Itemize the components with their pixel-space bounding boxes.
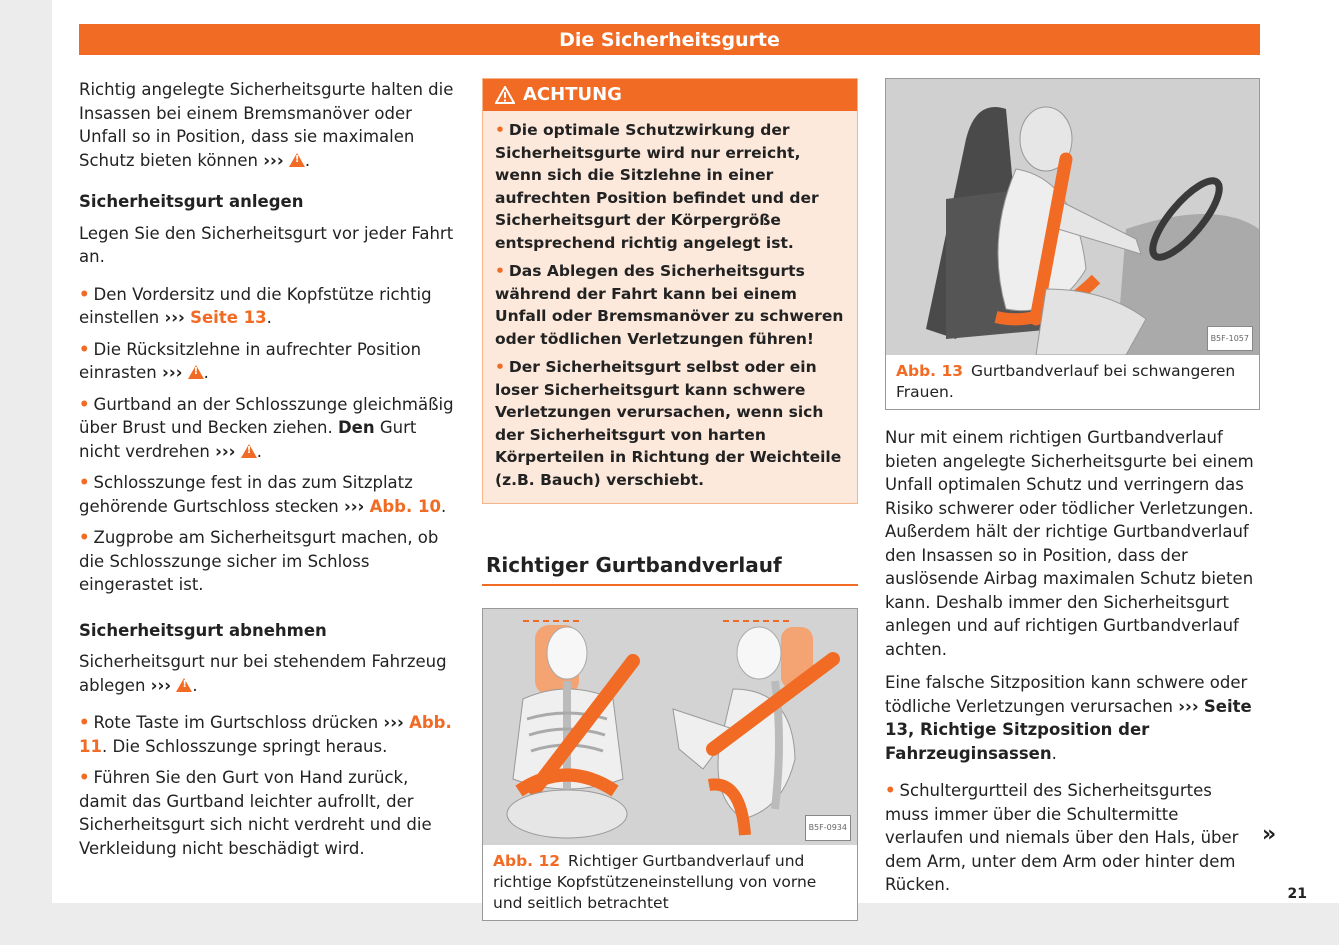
bullet-icon: • xyxy=(79,284,90,304)
warning-icon xyxy=(241,444,257,458)
gurtband-paragraph: Nur mit einem richtigen Gurtbandverlauf bieten angelegte Sicherheitsgurte bei einem Unfall optimalen Schutz und verringern das Risiko schwerer oder tödlicher Verletzungen. Außerdem hält der richtige Gurtbandverlauf den Insassen so in Position, dass der auslösende Airbag maximalen Schutz bieten kann. Deshalb immer den Sicherheitsgurt anlegen und auf richtigen Gurtbandverlauf achten. xyxy=(885,428,1254,659)
figure-12-caption: Abb. 12 Richtiger Gurtbandverlauf und richtige Kopfstützeneinstellung von vorne und seitlich betrachtet xyxy=(493,851,817,912)
warning-item: • Der Sicherheitsgurt selbst oder ein loser Sicherheitsgurt kann schwere Verletzungen verursachen, wenn sich der Sicherheitsgurt von harten Körperteilen in Richtung der Weichteile (z.B. Bauch) verschiebt. xyxy=(495,358,842,489)
warning-icon xyxy=(188,365,204,379)
figure-label: Abb. 12 xyxy=(493,851,561,870)
warning-title: ACHTUNG xyxy=(523,84,622,106)
heading-abnehmen: Sicherheitsgurt abnehmen xyxy=(79,620,327,640)
warning-header xyxy=(483,79,857,111)
pregnant-driver-illustration xyxy=(886,79,1259,355)
figure-12 xyxy=(482,608,858,921)
column-left xyxy=(79,78,454,868)
arrow-marker: ››› xyxy=(263,150,284,170)
warning-item: • Das Ablegen des Sicherheitsgurts während der Fahrt kann bei einem Unfall oder Bremsmanöver zu schweren oder tödlichen Verletzungen führen! xyxy=(495,262,844,348)
list-item: • Schultergurtteil des Sicherheitsgurtes muss immer über die Schultermitte verlaufen und niemals über den Hals, über dem Arm, unter dem Arm oder hinter dem Rücken. xyxy=(885,781,1239,894)
bullet-icon: • xyxy=(79,339,90,359)
bullet-icon: • xyxy=(79,528,90,547)
figure-link[interactable]: Abb. 11 xyxy=(79,713,452,756)
figure-label: Abb. 13 xyxy=(896,362,964,380)
continue-marker: » xyxy=(1262,822,1277,847)
sitzposition-paragraph: Eine falsche Sitzposition kann schwere oder tödliche Verletzungen verursachen ››› Seite 13, Richtige Sitzposition der Fahrzeuginsassen. xyxy=(885,673,1252,763)
abnehmen-paragraph: Sicherheitsgurt nur bei stehendem Fahrzeug ablegen ››› ! . xyxy=(79,650,454,697)
bullet-icon: • xyxy=(79,394,90,414)
figure-13-caption: Abb. 13 Gurtbandverlauf bei schwangeren Frauen. xyxy=(896,362,1236,401)
warning-triangle-icon xyxy=(495,86,515,104)
figure-code: B5F-1057 xyxy=(1207,326,1253,352)
warning-item: • Die optimale Schutzwirkung der Sicherheitsgurte wird nur erreicht, wenn sich die Sitzlehne in einer aufrechten Position befindet und der Sicherheitsgurt der Körpergröße entsprechend richtig angelegt ist. xyxy=(495,121,819,252)
column-middle xyxy=(482,78,858,921)
bullet-icon: • xyxy=(79,713,90,732)
chapter-header xyxy=(79,24,1260,55)
anlegen-paragraph: Legen Sie den Sicherheitsgurt vor jeder Fahrt an. xyxy=(79,223,454,266)
page-link[interactable]: Seite 13, Richtige Sitzposition der Fahrzeuginsassen xyxy=(885,696,1252,763)
bullet-icon: • xyxy=(79,473,90,492)
list-item: • Rote Taste im Gurtschloss drücken ››› Abb. 11. Die Schlosszunge springt heraus. xyxy=(79,713,452,756)
list-item: • Die Rücksitzlehne in aufrechter Position einrasten ››› ! . xyxy=(79,338,454,385)
heading-anlegen: Sicherheitsgurt anlegen xyxy=(79,192,304,211)
seatbelt-skeleton-illustration xyxy=(483,609,857,845)
bullet-icon: • xyxy=(885,781,896,800)
intro-paragraph: Richtig angelegte Sicherheitsgurte halten die Insassen bei einem Bremsmanöver oder Unfall so in Position, dass sie maximalen Schutz bieten können ››› ! . xyxy=(79,78,454,172)
warning-body xyxy=(483,111,857,503)
figure-13 xyxy=(885,78,1260,410)
list-item: • Führen Sie den Gurt von Hand zurück, damit das Gurtband leichter aufrollt, der Sicherheitsgurt sich nicht verdreht und die Verkleidung nicht beschädigt wird. xyxy=(79,768,432,858)
page-number: 21 xyxy=(1287,886,1307,902)
list-item: • Gurtband an der Schlosszunge gleichmäßig über Brust und Becken ziehen. Den Gurt nicht verdrehen ››› ! . xyxy=(79,393,454,464)
figure-code: B5F-0934 xyxy=(805,815,851,841)
figure-13-image xyxy=(886,79,1259,355)
figure-12-image xyxy=(483,609,857,845)
list-item: • Den Vordersitz und die Kopfstütze richtig einstellen ››› Seite 13. xyxy=(79,284,432,327)
warning-icon xyxy=(176,678,192,692)
page-link[interactable]: Seite 13 xyxy=(190,308,267,327)
column-right xyxy=(885,78,1260,905)
warning-icon xyxy=(289,153,305,167)
figure-link[interactable]: Abb. 10 xyxy=(369,496,441,516)
warning-box xyxy=(482,78,858,504)
section-heading: Richtiger Gurtbandverlauf xyxy=(482,554,858,586)
list-item: • Zugprobe am Sicherheitsgurt machen, ob die Schlosszunge sicher im Schloss eingerastet ist. xyxy=(79,528,439,594)
list-item: • Schlosszunge fest in das zum Sitzplatz gehörende Gurtschloss stecken ››› Abb. 10. xyxy=(79,473,447,516)
chapter-title: Die Sicherheitsgurte xyxy=(559,28,780,51)
bullet-icon: • xyxy=(79,768,90,787)
